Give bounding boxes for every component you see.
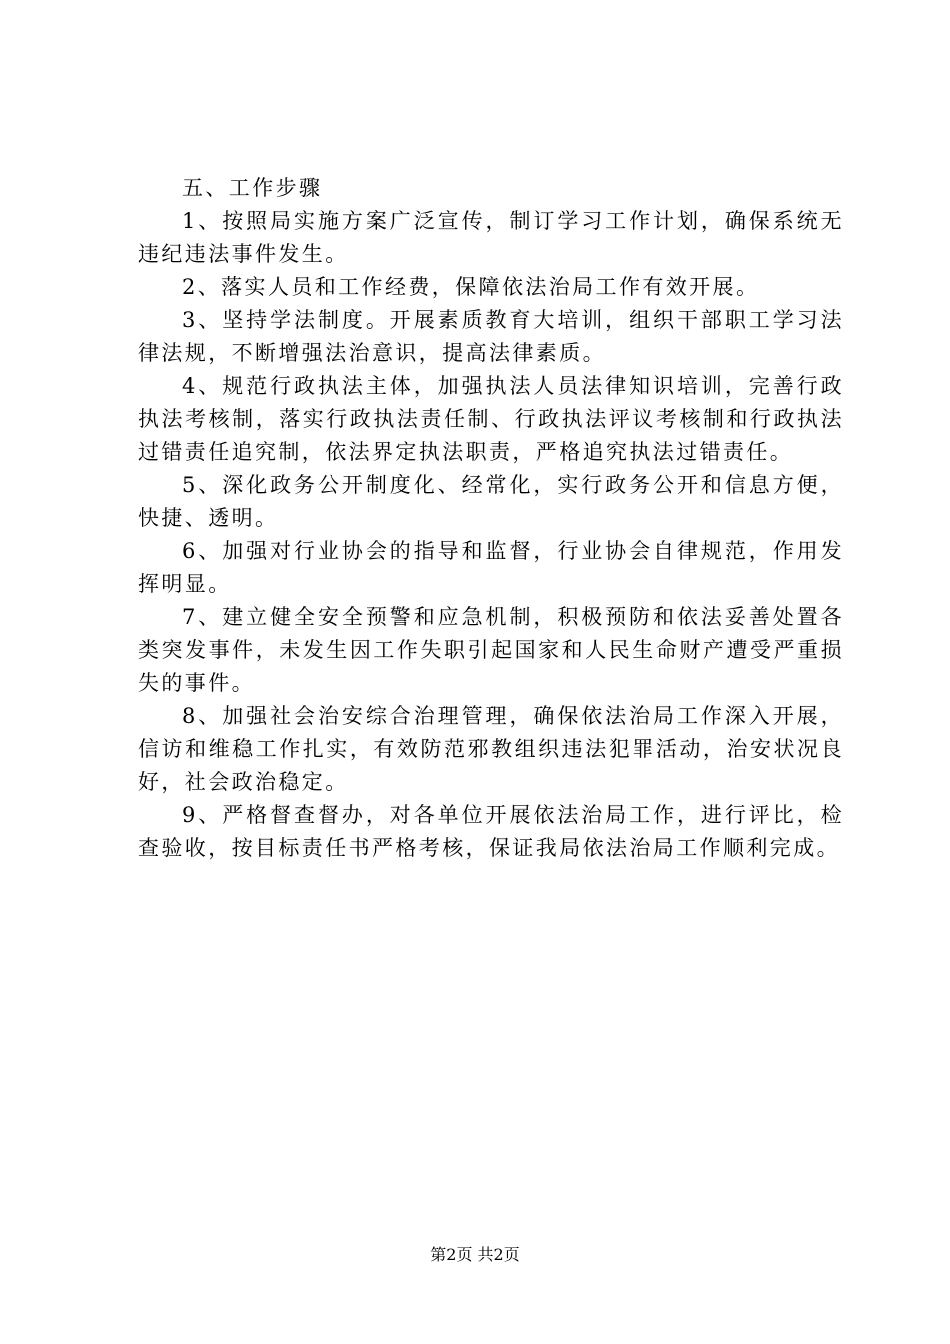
paragraph-item-4: 4、规范行政执法主体，加强执法人员法律知识培训，完善行政执法考核制，落实行政执法责任制、行政执法评议考核制和行政执法过错责任追究制，依法界定执法职责，严格追究执法过错责任。 bbox=[138, 374, 844, 464]
page-footer bbox=[0, 1245, 950, 1265]
paragraph-item-7: 7、建立健全安全预警和应急机制，积极预防和依法妥善处置各类突发事件，未发生因工作失职引起国家和人民生命财产遭受严重损失的事件。 bbox=[138, 605, 844, 695]
section-heading: 五、工作步骤 bbox=[182, 176, 323, 200]
document-body bbox=[138, 172, 844, 865]
page-number: 第2页 共2页 bbox=[430, 1245, 520, 1264]
paragraph-item-1: 1、按照局实施方案广泛宣传，制订学习工作计划，确保系统无违纪违法事件发生。 bbox=[138, 209, 844, 266]
paragraph-item-2: 2、落实人员和工作经费，保障依法治局工作有效开展。 bbox=[182, 275, 760, 299]
paragraph-item-5: 5、深化政务公开制度化、经常化，实行政务公开和信息方便，快捷、透明。 bbox=[138, 473, 844, 530]
paragraph-item-8: 8、加强社会治安综合治理管理，确保依法治局工作深入开展，信访和维稳工作扎实，有效防范邪教组织违法犯罪活动，治安状况良好，社会政治稳定。 bbox=[138, 704, 844, 794]
paragraph-item-3: 3、坚持学法制度。开展素质教育大培训，组织干部职工学习法律法规，不断增强法治意识，提高法律素质。 bbox=[138, 308, 844, 365]
paragraph-item-6: 6、加强对行业协会的指导和监督，行业协会自律规范，作用发挥明显。 bbox=[138, 539, 844, 596]
paragraph-item-9: 9、严格督查督办，对各单位开展依法治局工作，进行评比，检查验收，按目标责任书严格考核，保证我局依法治局工作顺利完成。 bbox=[138, 803, 844, 860]
